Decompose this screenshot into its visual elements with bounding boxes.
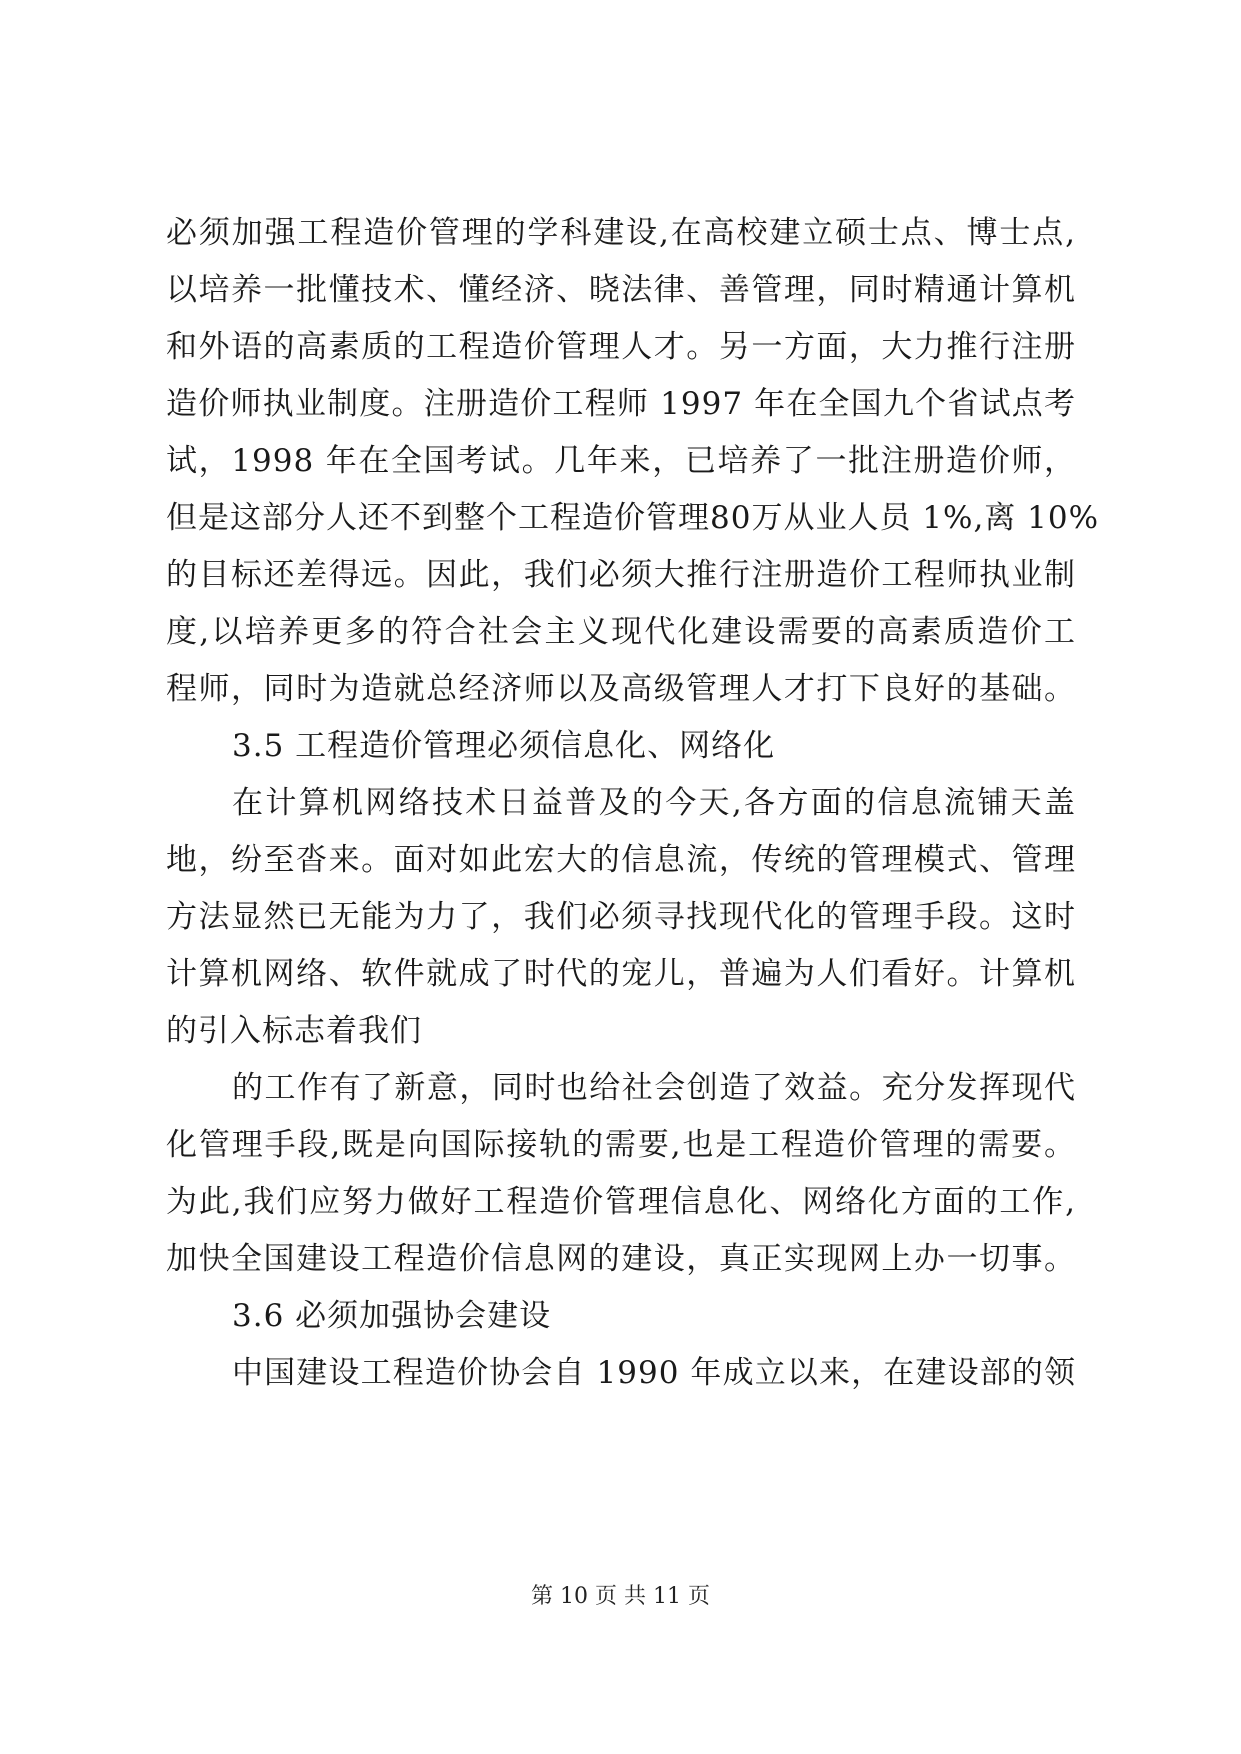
body-text-line: 和外语的高素质的工程造价管理人才。另一方面，大力推行注册 <box>166 329 1076 365</box>
body-text-line: 的目标还差得远。因此，我们必须大推行注册造价工程师执业制 <box>166 557 1076 593</box>
section-heading-3-6: 3.6 必须加强协会建设 <box>232 1298 552 1334</box>
body-text-line: 试，1998 年在全国考试。几年来，已培养了一批注册造价师， <box>166 443 1076 479</box>
body-text-line: 方法显然已无能为力了，我们必须寻找现代化的管理手段。这时 <box>166 899 1076 935</box>
body-text-line: 以培养一批懂技术、懂经济、晓法律、善管理，同时精通计算机 <box>166 272 1076 308</box>
body-text-line: 造价师执业制度。注册造价工程师 1997 年在全国九个省试点考 <box>166 386 1076 422</box>
body-text-line: 为此,我们应努力做好工程造价管理信息化、网络化方面的工作, <box>166 1184 1076 1220</box>
body-text-line: 计算机网络、软件就成了时代的宠儿，普遍为人们看好。计算机 <box>166 956 1076 992</box>
body-text-line: 在计算机网络技术日益普及的今天,各方面的信息流铺天盖 <box>232 785 1076 821</box>
body-text-line: 的工作有了新意，同时也给社会创造了效益。充分发挥现代 <box>232 1070 1076 1106</box>
body-text-line: 化管理手段,既是向国际接轨的需要,也是工程造价管理的需要。 <box>166 1127 1076 1163</box>
body-text-line: 程师，同时为造就总经济师以及高级管理人才打下良好的基础。 <box>166 671 1076 707</box>
body-text-line: 地，纷至沓来。面对如此宏大的信息流，传统的管理模式、管理 <box>166 842 1076 878</box>
body-text-line: 度,以培养更多的符合社会主义现代化建设需要的高素质造价工 <box>166 614 1076 650</box>
body-text-line: 加快全国建设工程造价信息网的建设，真正实现网上办一切事。 <box>166 1241 1076 1277</box>
page-number-footer: 第 10 页 共 11 页 <box>531 1584 710 1609</box>
body-text-line: 的引入标志着我们 <box>166 1013 422 1049</box>
body-text-line: 必须加强工程造价管理的学科建设,在高校建立硕士点、博士点, <box>166 215 1076 251</box>
body-text-line: 中国建设工程造价协会自 1990 年成立以来，在建设部的领 <box>232 1355 1076 1391</box>
section-heading-3-5: 3.5 工程造价管理必须信息化、网络化 <box>232 728 776 764</box>
body-text-line: 但是这部分人还不到整个工程造价管理80万从业人员 1%,离 10% <box>166 500 1100 536</box>
